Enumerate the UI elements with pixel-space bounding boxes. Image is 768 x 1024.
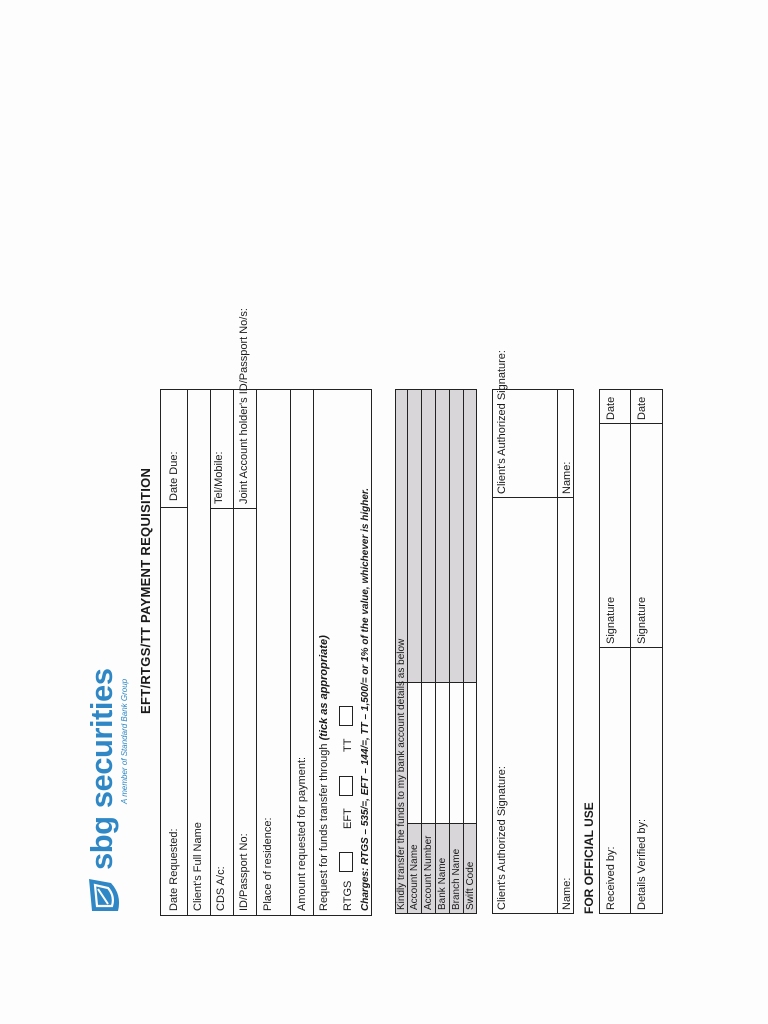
bank-row-bank-name: Bank Name — [437, 857, 448, 910]
received-by-label: Received by: — [605, 846, 617, 910]
charges-note: Charges: RTGS – 535/=, EFT – 144/=, TT – 1,500/= or 1% of the value, whichever is higher. — [360, 487, 371, 911]
rtgs-checkbox[interactable] — [339, 852, 353, 872]
client-full-name-label: Client's Full Name — [192, 822, 204, 911]
date-label-2: Date — [636, 396, 648, 420]
client-signature-label-1: Client's Authorized Signature: — [496, 766, 508, 910]
bank-details-heading: Kindly transfer the funds to my bank account details as below — [396, 638, 407, 910]
logo-tagline: A member of Standard Bank Group — [120, 678, 129, 804]
tick-note: (tick as appropriate) — [318, 635, 330, 741]
bank-row-branch-name: Branch Name — [451, 848, 462, 910]
bank-row-account-number: Account Number — [423, 835, 434, 910]
joint-holder-label: Joint Account holder's ID/Passport No/s: — [238, 308, 250, 504]
bank-row-account-name: Account Name — [409, 844, 420, 910]
bank-row-swift-code: Swift Code — [465, 861, 476, 910]
option-eft-label: EFT — [342, 808, 354, 829]
official-use-table — [599, 389, 663, 914]
tel-mobile-label: Tel/Mobile: — [213, 451, 225, 504]
logo-name: sbg securities — [84, 668, 119, 870]
signature-label-1: Signature — [605, 596, 617, 644]
date-due-label: Date Due: — [168, 451, 180, 501]
transfer-through-text: Request for funds transfer through — [318, 743, 330, 911]
date-label-1: Date — [605, 396, 617, 420]
signature-label-2: Signature — [636, 596, 648, 644]
date-requested-label: Date Requested: — [168, 828, 180, 911]
id-passport-label: ID/Passport No: — [238, 833, 250, 911]
form-title: EFT/RTGS/TT PAYMENT REQUISITION — [138, 467, 153, 714]
client-signature-label-2: Client's Authorized Signature: — [496, 350, 508, 494]
option-tt-label: TT — [342, 738, 354, 752]
name-label-1: Name: — [561, 877, 573, 910]
name-label-2: Name: — [561, 461, 573, 494]
cds-ac-label: CDS A/c: — [215, 866, 227, 911]
option-rtgs-label: RTGS — [342, 880, 354, 911]
official-use-heading: FOR OFFICIAL USE — [582, 802, 596, 914]
transfer-through-label — [318, 635, 330, 911]
tt-checkbox[interactable] — [339, 706, 353, 726]
amount-requested-label: Amount requested for payment: — [296, 756, 308, 911]
details-verified-by-label: Details Verified by: — [636, 818, 648, 910]
place-of-residence-label: Place of residence: — [262, 817, 274, 911]
shield-logo-icon — [88, 876, 122, 914]
eft-checkbox[interactable] — [339, 776, 353, 796]
